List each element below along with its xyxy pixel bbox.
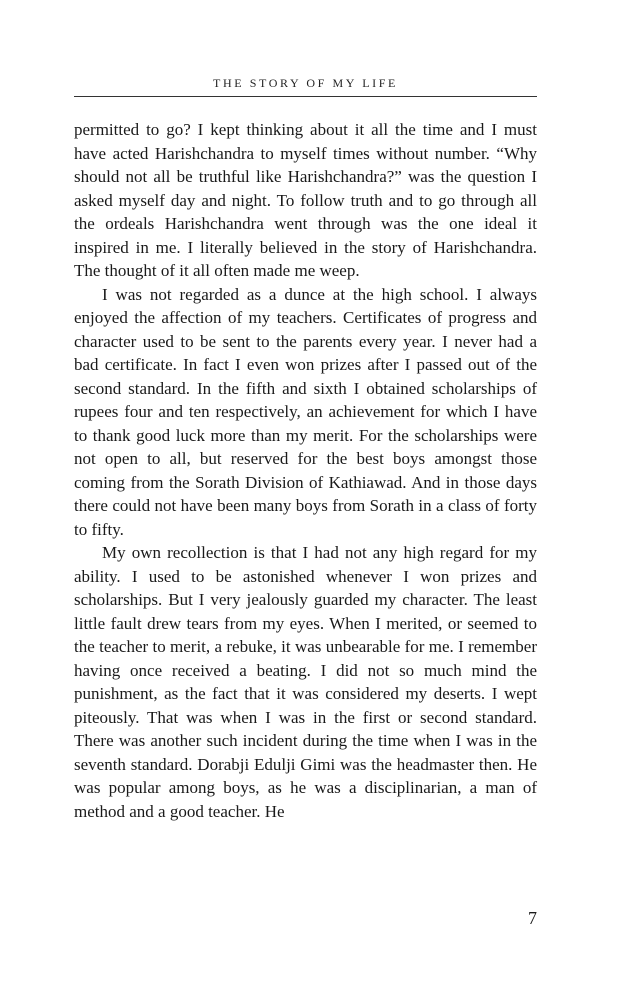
running-head: THE STORY OF MY LIFE [213,76,398,90]
paragraph: My own recollection is that I had not any high regard for my ability. I used to be astonished whenever I won prizes and scholarships. But I very jealously guarded my character. The least little fault drew tears from my eyes. When I merited, or seemed to the teacher to merit, a rebuke, it was unbearable for me. I remember having once received a beating. I did not so much mind the punishment, as the fact that it was considered my deserts. I wept piteously. That was when I was in the first or second standard. There was another such incident during the time when I was in the seventh standard. Dorabji Edulji Gimi was the headmaster then. He was popular among boys, as he was a disciplinarian, a man of method and a good teacher. He [74,543,537,821]
body-text [74,118,537,823]
paragraph: permitted to go? I kept thinking about it all the time and I must have acted Harishchandra to myself times without number. “Why should not all be truthful like Harishchandra?” was the question I asked myself day and night. To follow truth and to go through all the ordeals Harishchandra went through was the one ideal it inspired in me. I literally believed in the story of Harishchandra. The thought of it all often made me weep. [74,120,537,280]
paragraph: I was not regarded as a dunce at the high school. I always enjoyed the affection of my teachers. Certificates of progress and character used to be sent to the parents every year. I never had a bad certificate. In fact I even won prizes after I passed out of the second standard. In the fifth and sixth I obtained scholarships of rupees four and ten respectively, an achievement for which I have to thank good luck more than my merit. For the scholarships were not open to all, but reserved for the best boys amongst those coming from the Sorath Division of Kathiawad. And in those days there could not have been many boys from Sorath in a class of forty to fifty. [74,284,537,539]
page-number: 7 [528,908,537,928]
header-rule [74,96,537,97]
